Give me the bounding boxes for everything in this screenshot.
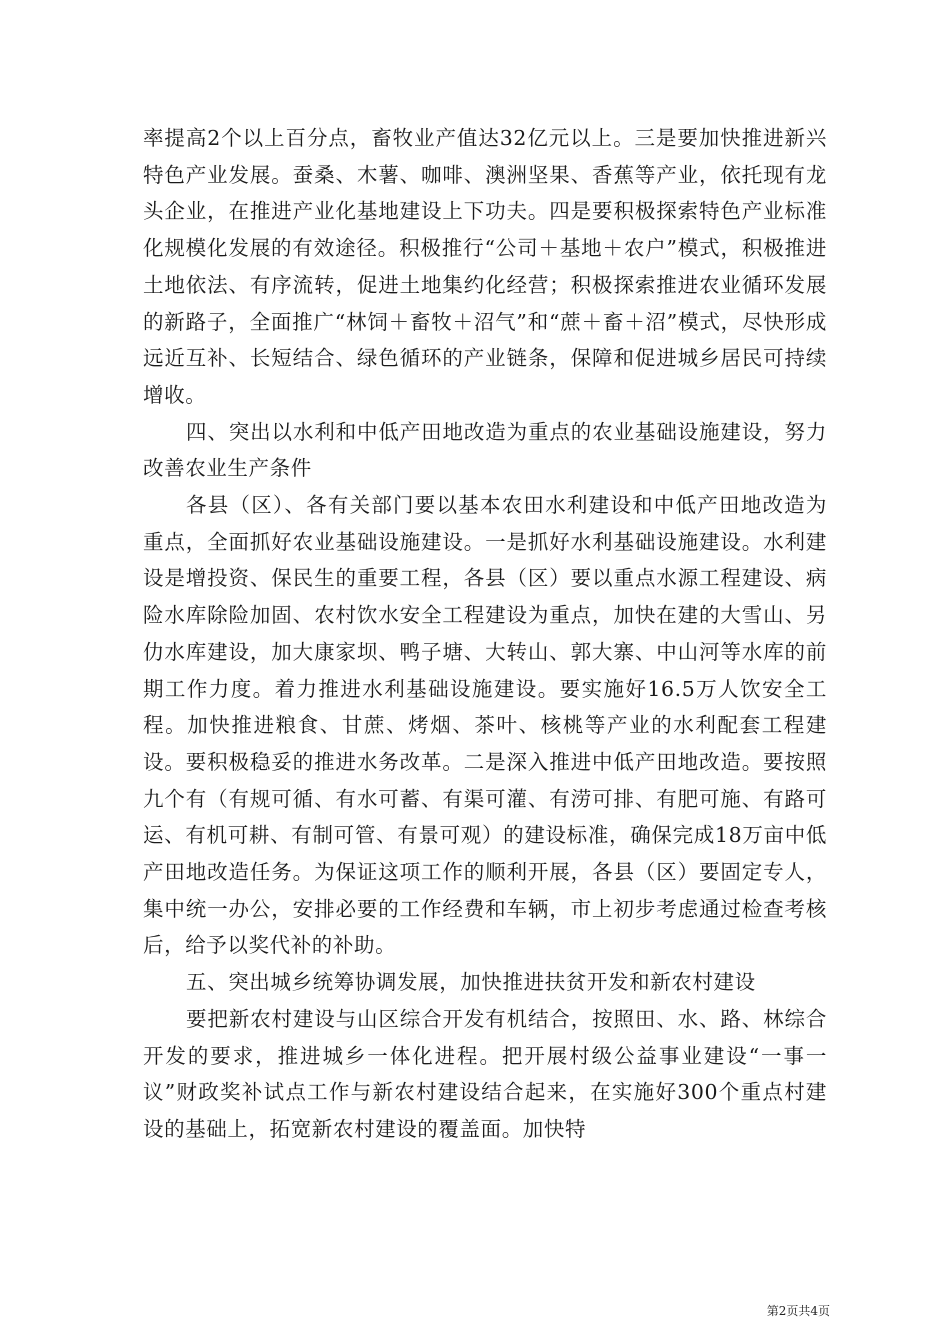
paragraph-new-countryside: 要把新农村建设与山区综合开发有机结合，按照田、水、路、林综合开发的要求，推进城乡一体化进程。把开展村级公益事业建设“一事一议”财政奖补试点工作与新农村建设结合起来，在实施好300个重点村建设的基础上，拓宽新农村建设的覆盖面。加快特: [143, 1006, 827, 1141]
section-heading-five: 五、突出城乡统筹协调发展，加快推进扶贫开发和新农村建设: [186, 970, 756, 995]
paragraph-infrastructure: 各县（区）、各有关部门要以基本农田水利建设和中低产田地改造为重点，全面抓好农业基础设施建设。一是抓好水利基础设施建设。水利建设是增投资、保民生的重要工程，各县（区）要以重点水源工程建设、病险水库除险加固、农村饮水安全工程建设为重点，加快在建的大雪山、另仂水库建设，加大康家坝、鸭子塘、大转山、郭大寨、中山河等水库的前期工作力度。着力推进水利基础设施建设。要实施好16.5万人饮安全工程。加快推进粮食、甘蔗、烤烟、茶叶、核桃等产业的水利配套工程建设。要积极稳妥的推进水务改革。二是深入推进中低产田地改造。要按照九个有（有规可循、有水可蓄、有渠可灌、有涝可排、有肥可施、有路可运、有机可耕、有制可管、有景可观）的建设标准，确保完成18万亩中低产田地改造任务。为保证这项工作的顺利开展，各县（区）要固定专人，集中统一办公，安排必要的工作经费和车辆，市上初步考虑通过检查考核后，给予以奖代补的补助。: [143, 493, 827, 958]
paragraph-continuation: 率提高2个以上百分点，畜牧业产值达32亿元以上。三是要加快推进新兴特色产业发展。蚕桑、木薯、咖啡、澳洲坚果、香蕉等产业，依托现有龙头企业，在推进产业化基地建设上下功夫。四是要积极探索特色产业标准化规模化发展的有效途径。积极推行“公司＋基地＋农户”模式，积极推进土地依法、有序流转，促进土地集约化经营；积极探索推进农业循环发展的新路子，全面推广“林饲＋畜牧＋沼气”和“蔗＋畜＋沼”模式，尽快形成远近互补、长短结合、绿色循环的产业链条，保障和促进城乡居民可持续增收。: [143, 126, 827, 407]
page-number: 第2页共4页: [766, 1304, 830, 1318]
document-body: [143, 120, 827, 1148]
section-heading-four: 四、突出以水利和中低产田地改造为重点的农业基础设施建设，努力改善农业生产条件: [143, 419, 827, 481]
